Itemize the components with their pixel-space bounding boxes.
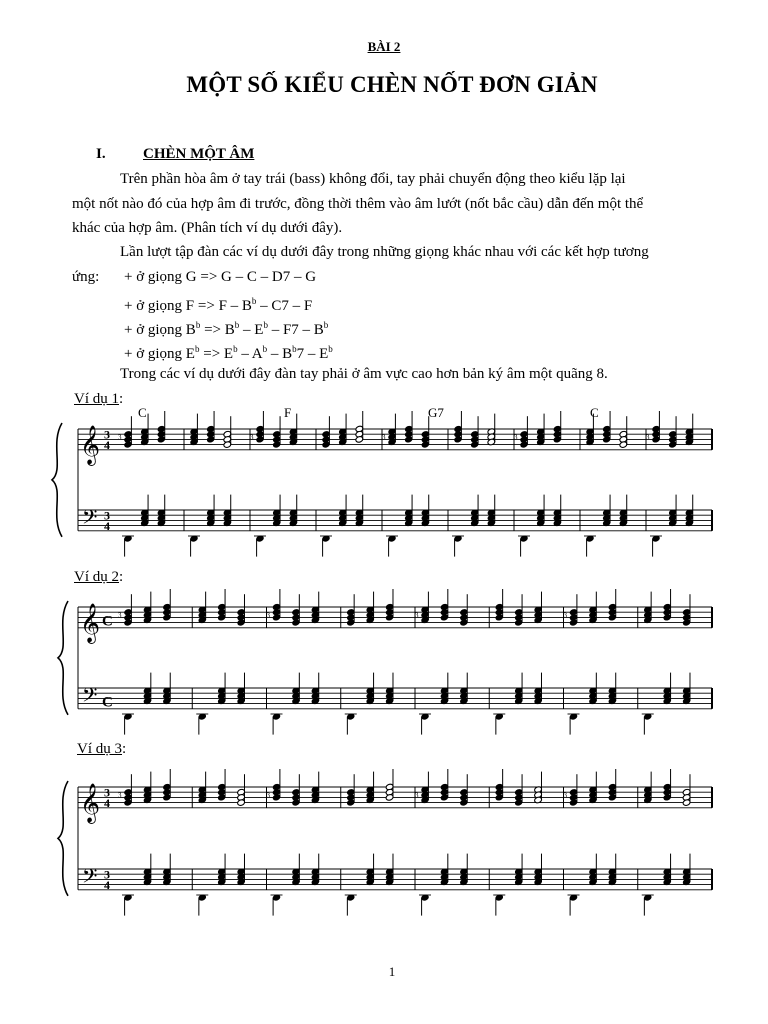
treble-clef-icon: 𝄞 xyxy=(80,602,101,643)
section-number: I. xyxy=(96,146,106,162)
bass-clef-icon: 𝄢 xyxy=(82,683,98,712)
system-brace xyxy=(58,601,68,715)
fingering-number: 3 xyxy=(563,611,567,620)
common-time-sign: C xyxy=(102,694,113,711)
section-title: CHÈN MỘT ÂM xyxy=(143,146,255,162)
fingering-number: 3 xyxy=(118,433,122,442)
page-title: MỘT SỐ KIỂU CHÈN NỐT ĐƠN GIẢN xyxy=(186,72,598,97)
key-progression-eb: + ở giọng $E^b => E^b - A^b - B^b7 - E^b$ xyxy=(124,344,333,362)
fingering-number: 3 xyxy=(646,433,650,442)
chord-symbol: G7 xyxy=(428,405,444,420)
system-brace xyxy=(58,781,68,896)
bass-clef-icon: 𝄢 xyxy=(82,505,98,534)
treble-clef-icon: 𝄞 xyxy=(80,782,101,823)
time-signature-bottom: 4 xyxy=(104,437,110,452)
lesson-label: BÀI 2 xyxy=(367,39,401,54)
fingering-number: 3 xyxy=(250,433,254,442)
time-signature-bottom: 4 xyxy=(104,877,110,892)
chord-symbol: C xyxy=(138,405,147,420)
paragraph-line: Trên phần hòa âm ở tay trái (bass) không đổi, tay phải chuyển động theo kiểu lặp lại xyxy=(120,171,626,187)
chord-symbol: F xyxy=(284,405,292,420)
key-progression-g: + ở giọng G => G – C – D7 – G xyxy=(124,269,317,285)
time-signature-bottom: 4 xyxy=(104,795,110,810)
example-1-label: Ví dụ 1: xyxy=(74,391,124,407)
key-progression-bb: + ở giọng $B^b => B^b - E^b - F7 - B^b$ xyxy=(124,320,329,338)
common-time-sign: C xyxy=(102,613,113,630)
time-signature-top: 3 xyxy=(104,867,110,882)
time-signature-top: 3 xyxy=(104,508,110,523)
page-number: 1 xyxy=(388,964,396,979)
fingering-number: 3 xyxy=(118,611,122,620)
example-2-label: Ví dụ 2: xyxy=(74,569,124,585)
treble-clef-icon: 𝄞 xyxy=(80,424,101,465)
paragraph-line: một nốt nào đó của hợp âm đi trước, đồng thời thêm vào âm lướt (nốt bắc cầu) dẫn đến một thể xyxy=(72,196,644,212)
paragraph-line: ứng: xyxy=(72,269,100,285)
time-signature-top: 3 xyxy=(104,427,110,442)
fingering-number: 3 xyxy=(415,791,419,800)
fingering-number: 3 xyxy=(563,791,567,800)
key-progression-f: + ở giọng $F => F - B^b - C7 - F$ xyxy=(124,296,313,314)
time-signature-bottom: 4 xyxy=(104,518,110,533)
paragraph-line: Lần lượt tập đàn các ví dụ dưới đây trong những giọng khác nhau với các kết hợp tương xyxy=(120,244,649,260)
fingering-number: 3 xyxy=(382,433,386,442)
fingering-number: 3 xyxy=(514,433,518,442)
paragraph-line: Trong các ví dụ dưới đây đàn tay phải ở âm vực cao hơn bản ký âm một quãng 8. xyxy=(120,366,608,382)
fingering-number: 3 xyxy=(266,791,270,800)
fingering-number: 3 xyxy=(118,791,122,800)
time-signature-top: 3 xyxy=(104,785,110,800)
example-3-label: Ví dụ 3: xyxy=(77,741,127,757)
fingering-number: 3 xyxy=(266,611,270,620)
chord-symbol: C xyxy=(590,405,599,420)
paragraph-line: khác của hợp âm. (Phân tích ví dụ dưới đây). xyxy=(72,220,343,236)
bass-clef-icon: 𝄢 xyxy=(82,864,98,893)
fingering-number: 3 xyxy=(415,611,419,620)
system-brace xyxy=(52,423,62,537)
